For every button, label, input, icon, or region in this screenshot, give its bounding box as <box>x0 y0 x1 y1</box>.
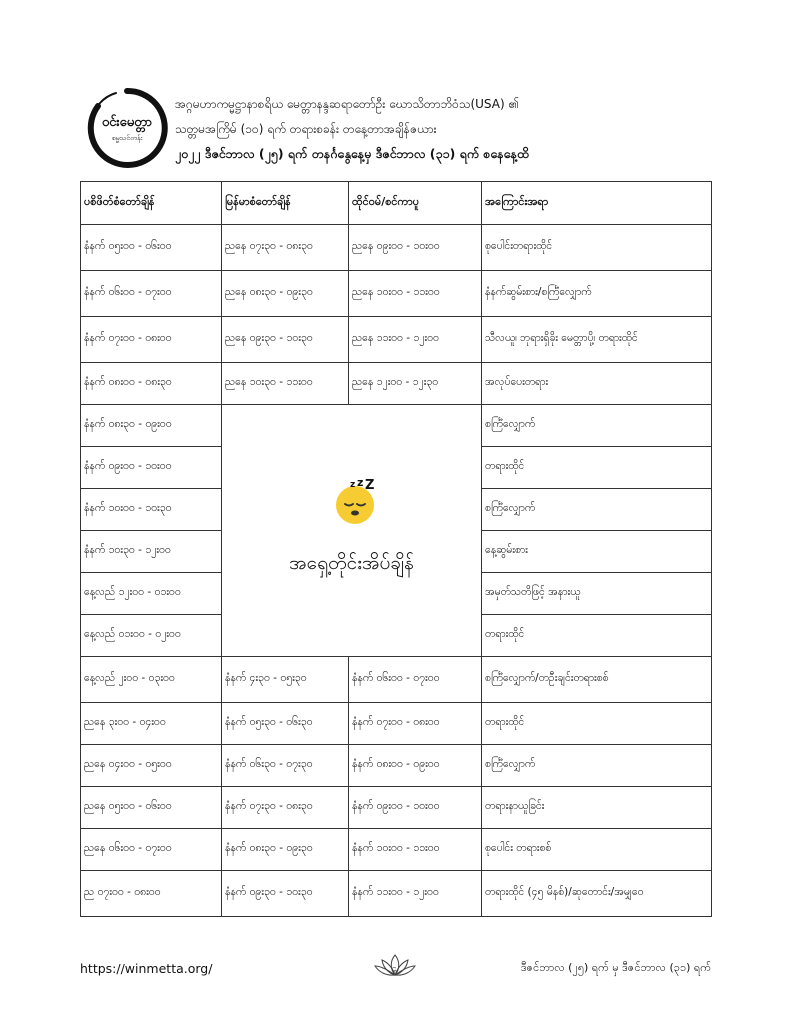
header-activity: အကြောင်းအရာ <box>482 182 712 225</box>
logo <box>86 87 168 169</box>
cell-myanmar: ညနေ ၀၈း၃၀ - ၀၉း၃၀ <box>222 271 349 317</box>
cell-pacific: နံနက် ၁၀းဝဝ - ၁၀း၃၀ <box>81 489 222 531</box>
table-row <box>81 225 712 271</box>
table-header-row <box>81 182 712 225</box>
cell-pacific: ညနေ ၀၆းဝဝ - ၀၇းဝဝ <box>81 829 222 871</box>
cell-taiwan: နံနက် ၀၆းဝဝ - ၀၇းဝဝ <box>349 657 482 703</box>
header-pacific-time: ပစိဖိတ်စံတော်ချိန် <box>81 182 222 225</box>
lotus-icon <box>372 951 418 981</box>
table-row <box>81 745 712 787</box>
cell-myanmar: နံနက် ၀၇း၃၀ - ၀၈း၃၀ <box>222 787 349 829</box>
table-row <box>81 317 712 363</box>
cell-myanmar: ညနေ ၀၉း၃၀ - ၁၀း၃၀ <box>222 317 349 363</box>
sleep-time-cell <box>222 405 482 657</box>
table-row <box>81 787 712 829</box>
cell-pacific: နံနက် ၀၈း၃၀ - ၀၉းဝဝ <box>81 405 222 447</box>
cell-activity: တရားထိုင် <box>482 447 712 489</box>
cell-myanmar: နံနက် ၀၉း၃၀ - ၁၀း၃၀ <box>222 871 349 917</box>
website-link[interactable]: https://winmetta.org/ <box>80 961 213 976</box>
cell-pacific: နေ့လည် ၀၁းဝဝ - ၀၂းဝဝ <box>81 615 222 657</box>
cell-activity: အမှတ်သတိဖြင့် အနားယူ <box>482 573 712 615</box>
cell-myanmar: နံနက် ၀၆း၃၀ - ၀၇း၃၀ <box>222 745 349 787</box>
svg-text:z: z <box>350 479 356 490</box>
cell-taiwan: ညနေ ၁၀းဝဝ - ၁၁းဝဝ <box>349 271 482 317</box>
cell-pacific: ည ဝ၇းဝဝ - ဝ၈းဝဝ <box>81 871 222 917</box>
cell-pacific: ညနေ ၀၄းဝဝ - ၀၅းဝဝ <box>81 745 222 787</box>
cell-taiwan: နံနက် ၀၇းဝဝ - ၀၈းဝဝ <box>349 703 482 745</box>
header-myanmar-time: မြန်မာစံတော်ချိန် <box>222 182 349 225</box>
cell-myanmar: ညနေ ၁၀း၃၀ - ၁၁းဝဝ <box>222 363 349 405</box>
header-line-2: သတ္တမအကြိမ် (၁၀) ရက် တရားစခန်း တနေ့တာအချိန်ဇယား <box>175 122 437 136</box>
table-row <box>81 703 712 745</box>
table-row <box>81 363 712 405</box>
footer-date-range: ဒီဇင်ဘာလ (၂၅) ရက် မှ ဒီဇင်ဘာလ (၃၁) ရက် <box>520 961 711 974</box>
cell-activity: စင်္ကြံလျှောက် <box>482 405 712 447</box>
cell-pacific: နံနက် ၀၉းဝဝ - ၁၀းဝဝ <box>81 447 222 489</box>
page-number: ၄ <box>391 964 397 974</box>
cell-myanmar: နံနက် ၄း၃၀ - ၀၅း၃၀ <box>222 657 349 703</box>
cell-pacific: နေ့လည် ၂းဝဝ - ဝ၃းဝဝ <box>81 657 222 703</box>
cell-activity: နံနက်ဆွမ်းစား/စင်္ကြံလျှောက် <box>482 271 712 317</box>
cell-activity: စုပေါင်းတရားထိုင် <box>482 225 712 271</box>
table-row <box>81 271 712 317</box>
cell-activity: တရားနာယူခြင်း <box>482 787 712 829</box>
cell-taiwan: နံနက် ၁၁းဝဝ - ၁၂းဝဝ <box>349 871 482 917</box>
cell-pacific: နံနက် ၀၇းဝဝ - ၀၈းဝဝ <box>81 317 222 363</box>
cell-activity: သီလယူ၊ ဘုရားရှိခိုး မေတ္တာပို့၊ တရားထိုင် <box>482 317 712 363</box>
cell-pacific: နံနက် ၀၈းဝဝ - ၀၈း၃၀ <box>81 363 222 405</box>
table-row <box>81 829 712 871</box>
header-taiwan-singapore-time: ထိုင်ဝမ်/စင်ကာပူ <box>349 182 482 225</box>
svg-text:z: z <box>357 475 364 489</box>
cell-taiwan: နံနက် ၁၀းဝဝ - ၁၁းဝဝ <box>349 829 482 871</box>
cell-pacific: နေ့လည် ၁၂းဝဝ - ၀၁းဝဝ <box>81 573 222 615</box>
cell-activity: နေ့ဆွမ်းစား <box>482 531 712 573</box>
table-row <box>81 405 712 447</box>
cell-taiwan: နံနက် ၀၉းဝဝ - ၁၀းဝဝ <box>349 787 482 829</box>
sleeping-face-icon <box>330 476 380 526</box>
cell-pacific: နံနက် ၁၀း၃၀ - ၁၂းဝဝ <box>81 531 222 573</box>
svg-text:Z: Z <box>365 477 375 493</box>
logo-main-text: ဝင်းမေတ္တာ <box>101 115 153 130</box>
header-line-3: ၂၀၂၂ ဒီဇင်ဘာလ (၂၅) ရက် တနင်္ဂနွေနေ့မှ ဒီဇင်ဘာလ (၃၁) ရက် စနေနေ့ထိ <box>175 146 530 161</box>
cell-myanmar: ညနေ ၀၇း၃၀ - ၀၈း၃၀ <box>222 225 349 271</box>
cell-taiwan: ညနေ ၁၂းဝဝ - ၁၂း၃၀ <box>349 363 482 405</box>
sleep-label: အရှေ့တိုင်းအိပ်ချိန် <box>289 551 414 574</box>
table-row <box>81 657 712 703</box>
cell-activity: တရားထိုင် <box>482 703 712 745</box>
cell-pacific: ညနေ ၀၅းဝဝ - ၀၆းဝဝ <box>81 787 222 829</box>
cell-taiwan: နံနက် ၀၈းဝဝ - ၀၉းဝဝ <box>349 745 482 787</box>
cell-activity: စုပေါင်း တရားစစ် <box>482 829 712 871</box>
cell-myanmar: နံနက် ၀၈း၃၀ - ၀၉း၃၀ <box>222 829 349 871</box>
table-row <box>81 871 712 917</box>
cell-activity: တရားထိုင် (၄၅ မိနစ်)/ဆုတောင်း/အမျှဝေ <box>482 871 712 917</box>
cell-pacific: နံနက် ၀၆းဝဝ - ၀၇းဝဝ <box>81 271 222 317</box>
cell-activity: တရားထိုင် <box>482 615 712 657</box>
cell-taiwan: ညနေ ၁၁းဝဝ - ၁၂းဝဝ <box>349 317 482 363</box>
cell-taiwan: ညနေ ၀၉းဝဝ - ၁၀းဝဝ <box>349 225 482 271</box>
schedule-table <box>80 181 712 917</box>
cell-activity: စင်္ကြံလျှောက်/တဦးချင်းတရားစစ် <box>482 657 712 703</box>
cell-pacific: နံနက် ၀၅းဝဝ - ၀၆းဝဝ <box>81 225 222 271</box>
cell-pacific: ညနေ ၃းဝဝ - ၀၄းဝဝ <box>81 703 222 745</box>
cell-activity: စင်္ကြံလျှောက် <box>482 489 712 531</box>
logo-sub-text: စမ္မသင်တန်း <box>111 134 143 142</box>
cell-activity: အလုပ်ပေးတရား <box>482 363 712 405</box>
cell-activity: စင်္ကြံလျှောက် <box>482 745 712 787</box>
cell-myanmar: နံနက် ၀၅း၃၀ - ၀၆း၃၀ <box>222 703 349 745</box>
header-line-1: အဂ္ဂမဟာကမ္မဋ္ဌာနာစရိယ မေတ္တာနန္ဒဆရာတော်ဦး ဃောသိတာဘိဝံသ(USA) ၏ <box>175 97 520 111</box>
